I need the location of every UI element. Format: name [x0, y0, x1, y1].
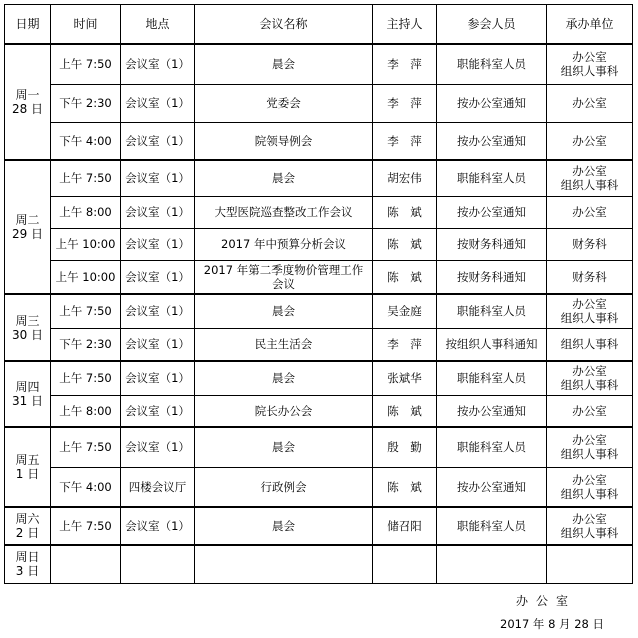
header-meeting-name: 会议名称	[195, 5, 373, 45]
host-cell: 李 萍	[373, 328, 437, 361]
place-cell: 会议室（1）	[121, 44, 195, 84]
table-row	[5, 196, 633, 228]
day-cell: 周五 1 日	[5, 427, 51, 507]
place-cell: 会议室（1）	[121, 427, 195, 467]
host-cell: 陈 斌	[373, 228, 437, 260]
place-cell: 会议室（1）	[121, 122, 195, 160]
meeting-name-cell: 2017 年第二季度物价管理工作 会议	[195, 260, 373, 294]
meeting-name-cell	[195, 545, 373, 583]
organizer-cell: 财务科	[547, 260, 633, 294]
header-time: 时间	[51, 5, 121, 45]
attendees-cell: 按办公室通知	[437, 122, 547, 160]
organizer-cell: 办公室 组织人事科	[547, 160, 633, 196]
meeting-name-cell: 2017 年中预算分析会议	[195, 228, 373, 260]
organizer-cell: 办公室	[547, 196, 633, 228]
attendees-cell: 按财务科通知	[437, 228, 547, 260]
time-cell: 上午 7:50	[51, 294, 121, 328]
place-cell: 会议室（1）	[121, 228, 195, 260]
organizer-cell: 组织人事科	[547, 328, 633, 361]
attendees-cell: 职能科室人员	[437, 507, 547, 545]
header-host: 主持人	[373, 5, 437, 45]
meeting-name-cell: 晨会	[195, 427, 373, 467]
attendees-cell: 职能科室人员	[437, 160, 547, 196]
place-cell	[121, 545, 195, 583]
host-cell: 陈 斌	[373, 467, 437, 507]
time-cell	[51, 545, 121, 583]
time-cell: 上午 8:00	[51, 395, 121, 427]
attendees-cell: 按办公室通知	[437, 395, 547, 427]
table-row	[5, 260, 633, 294]
issuing-office: 办公室	[516, 594, 577, 608]
meeting-name-cell: 晨会	[195, 507, 373, 545]
place-cell: 会议室（1）	[121, 160, 195, 196]
host-cell: 李 萍	[373, 44, 437, 84]
host-cell	[373, 545, 437, 583]
organizer-cell: 办公室 组织人事科	[547, 507, 633, 545]
attendees-cell: 按财务科通知	[437, 260, 547, 294]
day-cell: 周四 31 日	[5, 361, 51, 427]
time-cell: 上午 7:50	[51, 507, 121, 545]
time-cell: 下午 4:00	[51, 467, 121, 507]
host-cell: 胡宏伟	[373, 160, 437, 196]
day-cell: 周日 3 日	[5, 545, 51, 583]
place-cell: 四楼会议厅	[121, 467, 195, 507]
organizer-cell: 办公室 组织人事科	[547, 294, 633, 328]
table-row	[5, 361, 633, 395]
day-cell: 周三 30 日	[5, 294, 51, 361]
host-cell: 张斌华	[373, 361, 437, 395]
place-cell: 会议室（1）	[121, 507, 195, 545]
meeting-name-cell: 晨会	[195, 44, 373, 84]
organizer-cell: 办公室 组织人事科	[547, 361, 633, 395]
issue-date: 2017 年 8 月 28 日	[500, 617, 604, 631]
day-cell: 周六 2 日	[5, 507, 51, 545]
time-cell: 下午 4:00	[51, 122, 121, 160]
place-cell: 会议室（1）	[121, 260, 195, 294]
table-row	[5, 427, 633, 467]
time-cell: 上午 10:00	[51, 228, 121, 260]
meeting-name-cell: 党委会	[195, 84, 373, 122]
header-row	[5, 5, 633, 45]
attendees-cell: 按办公室通知	[437, 196, 547, 228]
time-cell: 上午 7:50	[51, 361, 121, 395]
place-cell: 会议室（1）	[121, 294, 195, 328]
organizer-cell	[547, 545, 633, 583]
organizer-cell: 办公室	[547, 122, 633, 160]
time-cell: 下午 2:30	[51, 328, 121, 361]
time-cell: 上午 8:00	[51, 196, 121, 228]
table-row	[5, 507, 633, 545]
meeting-name-cell: 行政例会	[195, 467, 373, 507]
place-cell: 会议室（1）	[121, 395, 195, 427]
host-cell: 陈 斌	[373, 395, 437, 427]
attendees-cell: 职能科室人员	[437, 294, 547, 328]
host-cell: 储召阳	[373, 507, 437, 545]
place-cell: 会议室（1）	[121, 84, 195, 122]
place-cell: 会议室（1）	[121, 361, 195, 395]
table-row	[5, 160, 633, 196]
time-cell: 上午 7:50	[51, 160, 121, 196]
time-cell: 上午 7:50	[51, 427, 121, 467]
day-cell: 周二 29 日	[5, 160, 51, 294]
meeting-name-cell: 晨会	[195, 294, 373, 328]
attendees-cell: 职能科室人员	[437, 427, 547, 467]
attendees-cell	[437, 545, 547, 583]
host-cell: 陈 斌	[373, 196, 437, 228]
header-date: 日期	[5, 5, 51, 45]
organizer-cell: 财务科	[547, 228, 633, 260]
place-cell: 会议室（1）	[121, 328, 195, 361]
attendees-cell: 职能科室人员	[437, 44, 547, 84]
host-cell: 李 萍	[373, 84, 437, 122]
meeting-name-cell: 晨会	[195, 160, 373, 196]
time-cell: 上午 10:00	[51, 260, 121, 294]
host-cell: 陈 斌	[373, 260, 437, 294]
table-row	[5, 44, 633, 84]
host-cell: 吴金庭	[373, 294, 437, 328]
meeting-name-cell: 大型医院巡查整改工作会议	[195, 196, 373, 228]
time-cell: 上午 7:50	[51, 44, 121, 84]
host-cell: 殷 勤	[373, 427, 437, 467]
organizer-cell: 办公室	[547, 84, 633, 122]
day-cell: 周一 28 日	[5, 44, 51, 160]
header-place: 地点	[121, 5, 195, 45]
meeting-name-cell: 晨会	[195, 361, 373, 395]
attendees-cell: 职能科室人员	[437, 361, 547, 395]
meeting-name-cell: 院长办公会	[195, 395, 373, 427]
attendees-cell: 按组织人事科通知	[437, 328, 547, 361]
meeting-name-cell: 院领导例会	[195, 122, 373, 160]
table-row	[5, 228, 633, 260]
table-row	[5, 294, 633, 328]
table-row	[5, 467, 633, 507]
organizer-cell: 办公室 组织人事科	[547, 467, 633, 507]
attendees-cell: 按办公室通知	[437, 467, 547, 507]
organizer-cell: 办公室	[547, 395, 633, 427]
place-cell: 会议室（1）	[121, 196, 195, 228]
table-row	[5, 122, 633, 160]
table-row	[5, 328, 633, 361]
host-cell: 李 萍	[373, 122, 437, 160]
time-cell: 下午 2:30	[51, 84, 121, 122]
header-organizer: 承办单位	[547, 5, 633, 45]
organizer-cell: 办公室 组织人事科	[547, 427, 633, 467]
meeting-name-cell: 民主生活会	[195, 328, 373, 361]
organizer-cell: 办公室 组织人事科	[547, 44, 633, 84]
table-row	[5, 84, 633, 122]
header-attendees: 参会人员	[437, 5, 547, 45]
table-row	[5, 545, 633, 583]
table-row	[5, 395, 633, 427]
attendees-cell: 按办公室通知	[437, 84, 547, 122]
meeting-schedule-table	[4, 4, 633, 584]
